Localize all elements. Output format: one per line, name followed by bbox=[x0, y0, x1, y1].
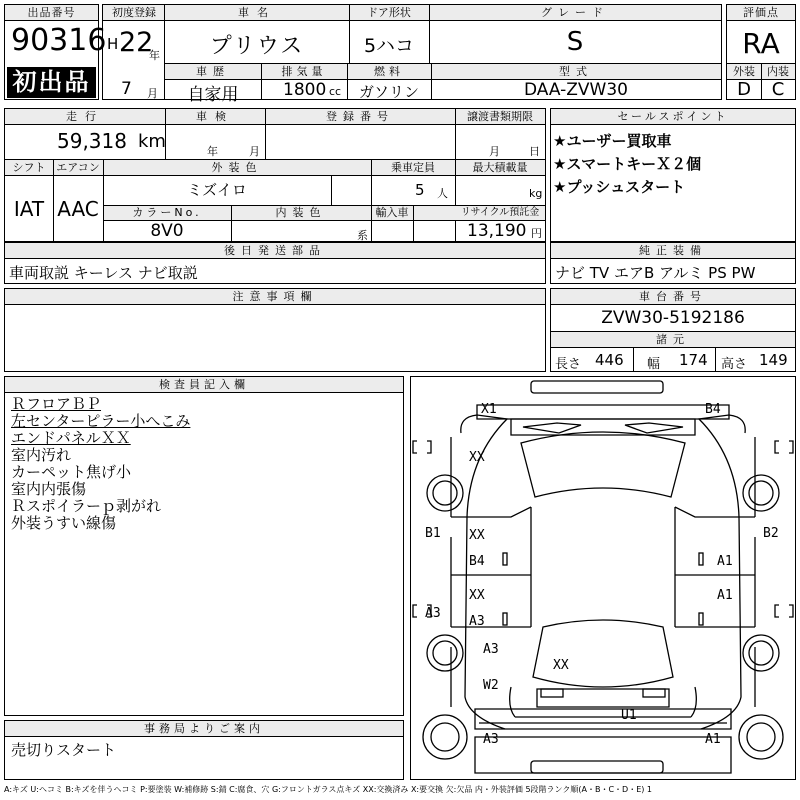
mark-front-fender: XX bbox=[469, 450, 485, 465]
equipment-value: ナビ TV エアB アルミ PS PW bbox=[555, 264, 756, 282]
registration-header: 登録番号 bbox=[326, 110, 394, 123]
first-reg-year-unit: 年 bbox=[149, 49, 160, 62]
mark-rear-bumper: U1 bbox=[621, 708, 637, 723]
sales-points-header: セールスポイント bbox=[551, 109, 795, 125]
score-box bbox=[726, 4, 796, 100]
exterior-grade-value: D bbox=[737, 79, 751, 100]
capacity-header: 乗車定員 bbox=[391, 161, 435, 174]
later-parts-header: 後日発送部品 bbox=[5, 243, 545, 259]
door-header: ドア形状 bbox=[367, 6, 411, 19]
mark-left-pillar: B1 bbox=[425, 526, 441, 541]
vehicle-info-box bbox=[102, 4, 722, 105]
inspector-header: 検査員記入欄 bbox=[5, 377, 403, 393]
inspector-line-5: カーペット焦げ小 bbox=[11, 463, 132, 481]
mark-rear-left: A3 bbox=[483, 732, 499, 747]
office-header: 事務局よりご案内 bbox=[5, 721, 403, 737]
equipment-box bbox=[550, 242, 796, 284]
inspector-line-8: 外装うすい線傷 bbox=[11, 514, 117, 532]
chassis-box bbox=[550, 288, 796, 372]
later-parts-value: 車両取説 キーレス ナビ取説 bbox=[9, 264, 198, 282]
sales-point-3: ★プッシュスタート bbox=[553, 178, 686, 196]
max-load-unit: kg bbox=[529, 187, 543, 200]
grade-value: S bbox=[566, 27, 584, 57]
color-no-value: 8V0 bbox=[150, 221, 184, 241]
transfer-month-unit: 月 bbox=[489, 145, 500, 158]
grade-header: グレード bbox=[541, 6, 609, 19]
transfer-day-unit: 日 bbox=[529, 145, 540, 158]
model-header: 型式 bbox=[559, 65, 593, 78]
mark-left-rocker: A3 bbox=[425, 606, 441, 621]
mark-left-rear-door: XX bbox=[469, 588, 485, 603]
car-name-header: 車名 bbox=[238, 6, 276, 19]
notes-box bbox=[4, 288, 546, 372]
length-value: 446 bbox=[595, 351, 624, 369]
shift-header: シフト bbox=[12, 161, 46, 174]
specs-header: 諸元 bbox=[551, 332, 795, 348]
fuel-header: 燃料 bbox=[374, 65, 404, 78]
damage-diagram-box bbox=[410, 376, 796, 780]
sales-points-box bbox=[550, 108, 796, 242]
mark-right-front-door: A1 bbox=[717, 554, 733, 569]
first-reg-month-unit: 月 bbox=[147, 87, 158, 100]
inspector-line-1: ＲフロアＢＰ bbox=[11, 395, 102, 413]
mileage-header: 走行 bbox=[66, 110, 104, 123]
mark-rear-right: A1 bbox=[705, 732, 721, 747]
history-value: 自家用 bbox=[187, 85, 239, 105]
inspector-line-3: エンドパネルＸＸ bbox=[11, 429, 131, 447]
fuel-value: ガソリン bbox=[358, 83, 419, 101]
width-value: 174 bbox=[679, 351, 708, 369]
mark-left-rear-corner: W2 bbox=[483, 678, 499, 693]
mark-left-quarter: A3 bbox=[483, 642, 499, 657]
score-value: RA bbox=[742, 27, 780, 60]
legend: A:キズ U:ヘコミ B:キズを伴うヘコミ P:要塗装 W:補修跡 S:錆 C:腐食、穴 G:フロントガラス点キズ XX:交換済み X:要交換 欠:欠品 内・外装評価 5段階ランク順(A・B・C・D・E) 1 bbox=[4, 785, 653, 794]
interior-grade-value: C bbox=[771, 79, 785, 100]
exterior-color-value: ミズイロ bbox=[187, 181, 247, 199]
first-listing-badge: 初出品 bbox=[7, 67, 96, 98]
displacement-header: 排気量 bbox=[281, 65, 327, 78]
mark-front-bumper-right: B4 bbox=[705, 402, 721, 417]
interior-color-unit: 系 bbox=[357, 229, 368, 242]
interior-grade-header: 内装 bbox=[767, 65, 789, 78]
lot-number: 90316 bbox=[11, 23, 107, 58]
inspection-header: 車検 bbox=[196, 110, 234, 123]
mileage-value: 59,318 bbox=[57, 129, 127, 153]
inspector-line-4: 室内汚れ bbox=[11, 446, 72, 464]
exterior-grade-header: 外装 bbox=[733, 65, 755, 78]
later-parts-box bbox=[4, 242, 546, 284]
car-diagram bbox=[411, 377, 795, 779]
model-value: DAA-ZVW30 bbox=[523, 80, 628, 100]
mark-left-front-door-2: B4 bbox=[469, 554, 485, 569]
displacement-value: 1800 bbox=[283, 80, 327, 100]
sales-point-2: ★スマートキーＸ２個 bbox=[553, 155, 702, 173]
aircon-header: エアコン bbox=[56, 161, 100, 174]
office-box bbox=[4, 720, 404, 780]
door-type: 5ハコ bbox=[363, 35, 415, 57]
length-label: 長さ bbox=[555, 357, 582, 372]
transfer-doc-header: 譲渡書類期限 bbox=[467, 110, 533, 123]
shift-value: IAT bbox=[13, 197, 45, 221]
mileage-unit: km bbox=[138, 131, 166, 152]
exterior-color-header: 外装色 bbox=[211, 161, 263, 174]
inspector-box bbox=[4, 376, 404, 716]
height-value: 149 bbox=[759, 351, 788, 369]
chassis-value: ZVW30-5192186 bbox=[601, 308, 745, 328]
office-value: 売切りスタート bbox=[11, 741, 117, 759]
inspection-year-unit: 年 bbox=[207, 145, 218, 158]
displacement-unit: cc bbox=[329, 85, 342, 98]
lot-header: 出品番号 bbox=[5, 5, 98, 21]
height-label: 高さ bbox=[721, 357, 748, 372]
width-label: 幅 bbox=[647, 357, 661, 372]
first-reg-month: 7 bbox=[121, 79, 132, 99]
aircon-value: AAC bbox=[57, 197, 99, 221]
interior-color-header: 内装色 bbox=[275, 206, 327, 219]
chassis-header: 車台番号 bbox=[551, 289, 795, 305]
recycle-value: 13,190 bbox=[467, 221, 527, 241]
color-no-header: カラーNo. bbox=[132, 206, 202, 219]
equipment-header: 純正装備 bbox=[551, 243, 795, 259]
capacity-value: 5 bbox=[415, 181, 425, 199]
recycle-header: リサイクル預託金 bbox=[460, 207, 540, 218]
details-box bbox=[4, 108, 546, 242]
score-header: 評価点 bbox=[727, 5, 795, 21]
max-load-header: 最大積載量 bbox=[472, 161, 528, 174]
inspection-month-unit: 月 bbox=[249, 145, 260, 158]
mark-front-bumper-left: X1 bbox=[481, 402, 497, 417]
notes-header: 注意事項欄 bbox=[5, 289, 545, 305]
mark-rear-panel: XX bbox=[553, 658, 569, 673]
mark-right-rear-door: A1 bbox=[717, 588, 733, 603]
car-name: プリウス bbox=[209, 34, 305, 59]
first-reg-year: 22 bbox=[119, 27, 154, 58]
first-reg-era: H bbox=[107, 35, 119, 53]
mark-left-rear-door-2: A3 bbox=[469, 614, 485, 629]
first-reg-header: 初度登録 bbox=[112, 6, 156, 19]
inspector-line-6: 室内内張傷 bbox=[11, 480, 87, 498]
recycle-unit: 円 bbox=[531, 227, 542, 240]
lot-number-box bbox=[4, 4, 107, 100]
import-header: 輸入車 bbox=[375, 206, 409, 219]
capacity-unit: 人 bbox=[437, 187, 448, 200]
sales-point-1: ★ユーザー買取車 bbox=[553, 132, 672, 150]
mark-right-pillar: B2 bbox=[763, 526, 779, 541]
inspector-line-7: Ｒスポイラーｐ剥がれ bbox=[11, 497, 162, 515]
history-header: 車歴 bbox=[196, 65, 230, 78]
inspector-line-2: 左センターピラー小へこみ bbox=[11, 412, 191, 430]
mark-left-front-door: XX bbox=[469, 528, 485, 543]
